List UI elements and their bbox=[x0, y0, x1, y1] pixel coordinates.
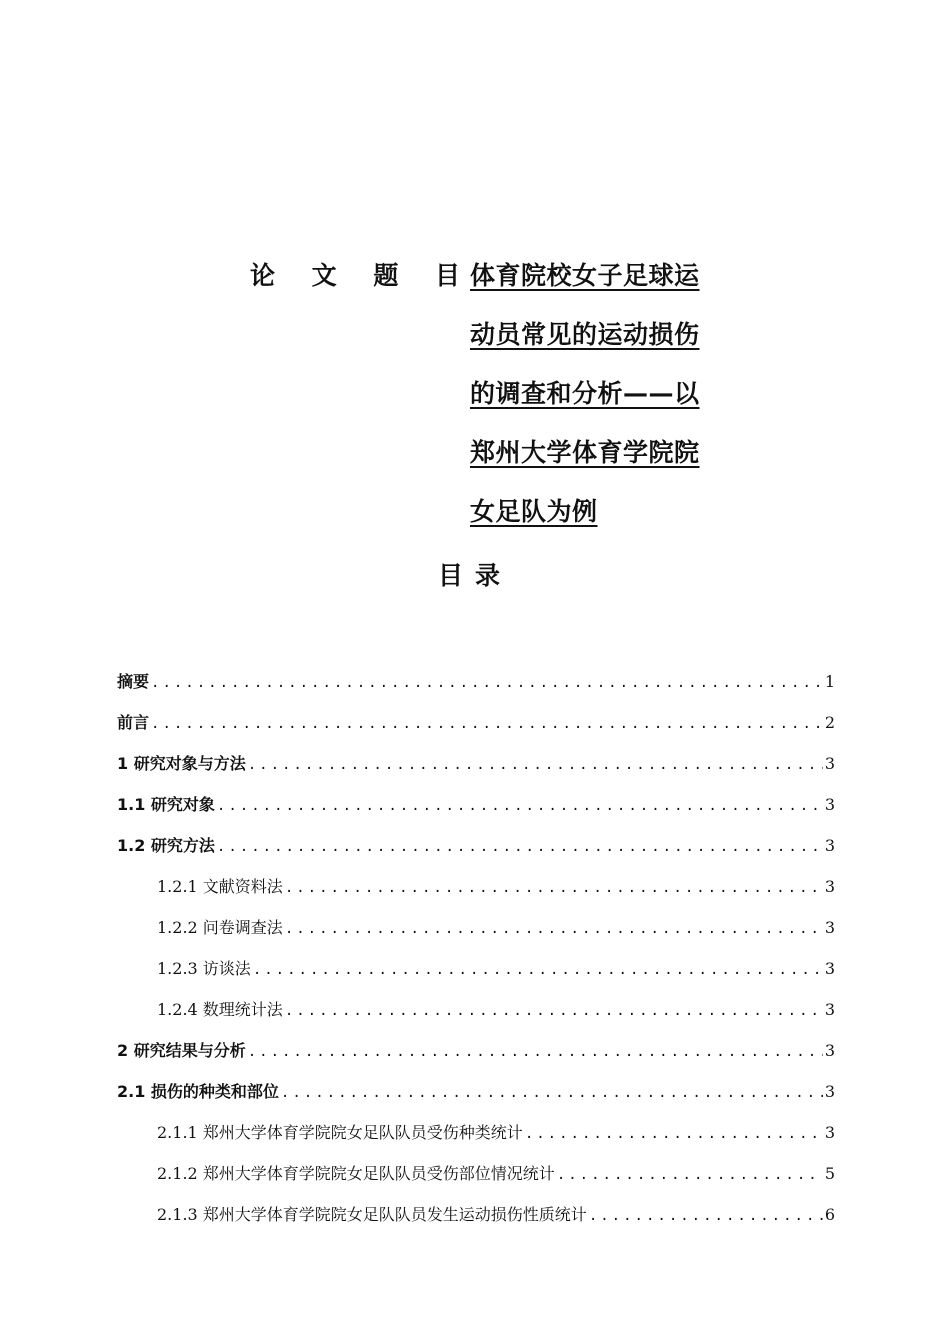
toc-page-number: 3 bbox=[824, 959, 835, 978]
toc-entry[interactable] bbox=[117, 791, 835, 832]
toc-entry-label: 1.2 研究方法 bbox=[117, 836, 215, 855]
thesis-title-line: 女足队为例 bbox=[470, 497, 598, 526]
thesis-title-line: 郑州大学体育学院院 bbox=[470, 438, 700, 467]
table-of-contents bbox=[117, 668, 835, 1242]
toc-entry-label: 2 研究结果与分析 bbox=[117, 1041, 246, 1060]
toc-entry-label: 1.2.2 问卷调查法 bbox=[157, 918, 283, 937]
toc-entry-label: 2.1.2 郑州大学体育学院院女足队队员受伤部位情况统计 bbox=[157, 1164, 555, 1183]
toc-page-number: 3 bbox=[824, 877, 835, 896]
toc-page-number: 3 bbox=[824, 836, 835, 855]
toc-heading: 目录 bbox=[437, 561, 512, 590]
toc-entry-label: 摘要 bbox=[117, 672, 150, 691]
toc-page-number: 1 bbox=[824, 672, 835, 691]
toc-leader-dots bbox=[151, 710, 823, 738]
thesis-label-char: 文 bbox=[311, 261, 337, 290]
toc-entry-label: 2.1.3 郑州大学体育学院院女足队队员发生运动损伤性质统计 bbox=[157, 1205, 587, 1224]
toc-page-number: 3 bbox=[824, 1123, 835, 1142]
toc-leader-dots bbox=[285, 997, 823, 1025]
toc-entry-label: 1 研究对象与方法 bbox=[117, 754, 246, 773]
toc-page-number: 5 bbox=[824, 1164, 835, 1183]
toc-leader-dots bbox=[253, 956, 823, 984]
toc-entry-label: 1.2.4 数理统计法 bbox=[157, 1000, 283, 1019]
toc-entry[interactable] bbox=[117, 668, 835, 709]
toc-leader-dots bbox=[248, 751, 823, 779]
toc-leader-dots bbox=[285, 874, 823, 902]
toc-page-number: 3 bbox=[824, 918, 835, 937]
toc-entry[interactable] bbox=[117, 750, 835, 791]
toc-entry[interactable] bbox=[117, 832, 835, 873]
thesis-title-label bbox=[250, 262, 460, 290]
toc-page-number: 3 bbox=[824, 1082, 835, 1101]
thesis-title-line: 体育院校女子足球运 bbox=[470, 261, 700, 290]
toc-page-number: 3 bbox=[824, 754, 835, 773]
toc-leader-dots bbox=[248, 1038, 823, 1066]
toc-entry[interactable] bbox=[117, 955, 835, 996]
thesis-title-line: 的调查和分析——以 bbox=[470, 379, 700, 408]
toc-leader-dots bbox=[217, 792, 823, 820]
toc-entry-label: 2.1.1 郑州大学体育学院院女足队队员受伤种类统计 bbox=[157, 1123, 523, 1142]
toc-entry[interactable] bbox=[117, 1078, 835, 1119]
toc-entry[interactable] bbox=[117, 996, 835, 1037]
toc-leader-dots bbox=[525, 1120, 823, 1148]
thesis-label-char: 论 bbox=[250, 261, 276, 290]
toc-entry[interactable] bbox=[117, 1119, 835, 1160]
toc-leader-dots bbox=[589, 1202, 823, 1230]
toc-page-number: 3 bbox=[824, 1000, 835, 1019]
toc-entry[interactable] bbox=[117, 1160, 835, 1201]
toc-entry-label: 1.1 研究对象 bbox=[117, 795, 215, 814]
toc-entry-label: 1.2.1 文献资料法 bbox=[157, 877, 283, 896]
toc-entry[interactable] bbox=[117, 1037, 835, 1078]
toc-page-number: 3 bbox=[824, 795, 835, 814]
thesis-label-char: 目 bbox=[434, 261, 460, 290]
thesis-title-text bbox=[470, 262, 730, 557]
toc-page-number: 2 bbox=[824, 713, 835, 732]
toc-entry[interactable] bbox=[117, 914, 835, 955]
thesis-label-char: 题 bbox=[373, 261, 399, 290]
toc-entry-label: 2.1 损伤的种类和部位 bbox=[117, 1082, 279, 1101]
toc-page-number: 6 bbox=[824, 1205, 835, 1224]
toc-page-number: 3 bbox=[824, 1041, 835, 1060]
toc-entry-label: 前言 bbox=[117, 713, 150, 732]
toc-entry[interactable] bbox=[117, 873, 835, 914]
toc-leader-dots bbox=[281, 1079, 823, 1107]
thesis-title-line: 动员常见的运动损伤 bbox=[470, 320, 700, 349]
toc-leader-dots bbox=[217, 833, 823, 861]
toc-entry[interactable] bbox=[117, 709, 835, 750]
toc-entry-label: 1.2.3 访谈法 bbox=[157, 959, 251, 978]
toc-entry[interactable] bbox=[117, 1201, 835, 1242]
toc-leader-dots bbox=[151, 669, 823, 697]
toc-leader-dots bbox=[557, 1161, 823, 1189]
toc-leader-dots bbox=[285, 915, 823, 943]
